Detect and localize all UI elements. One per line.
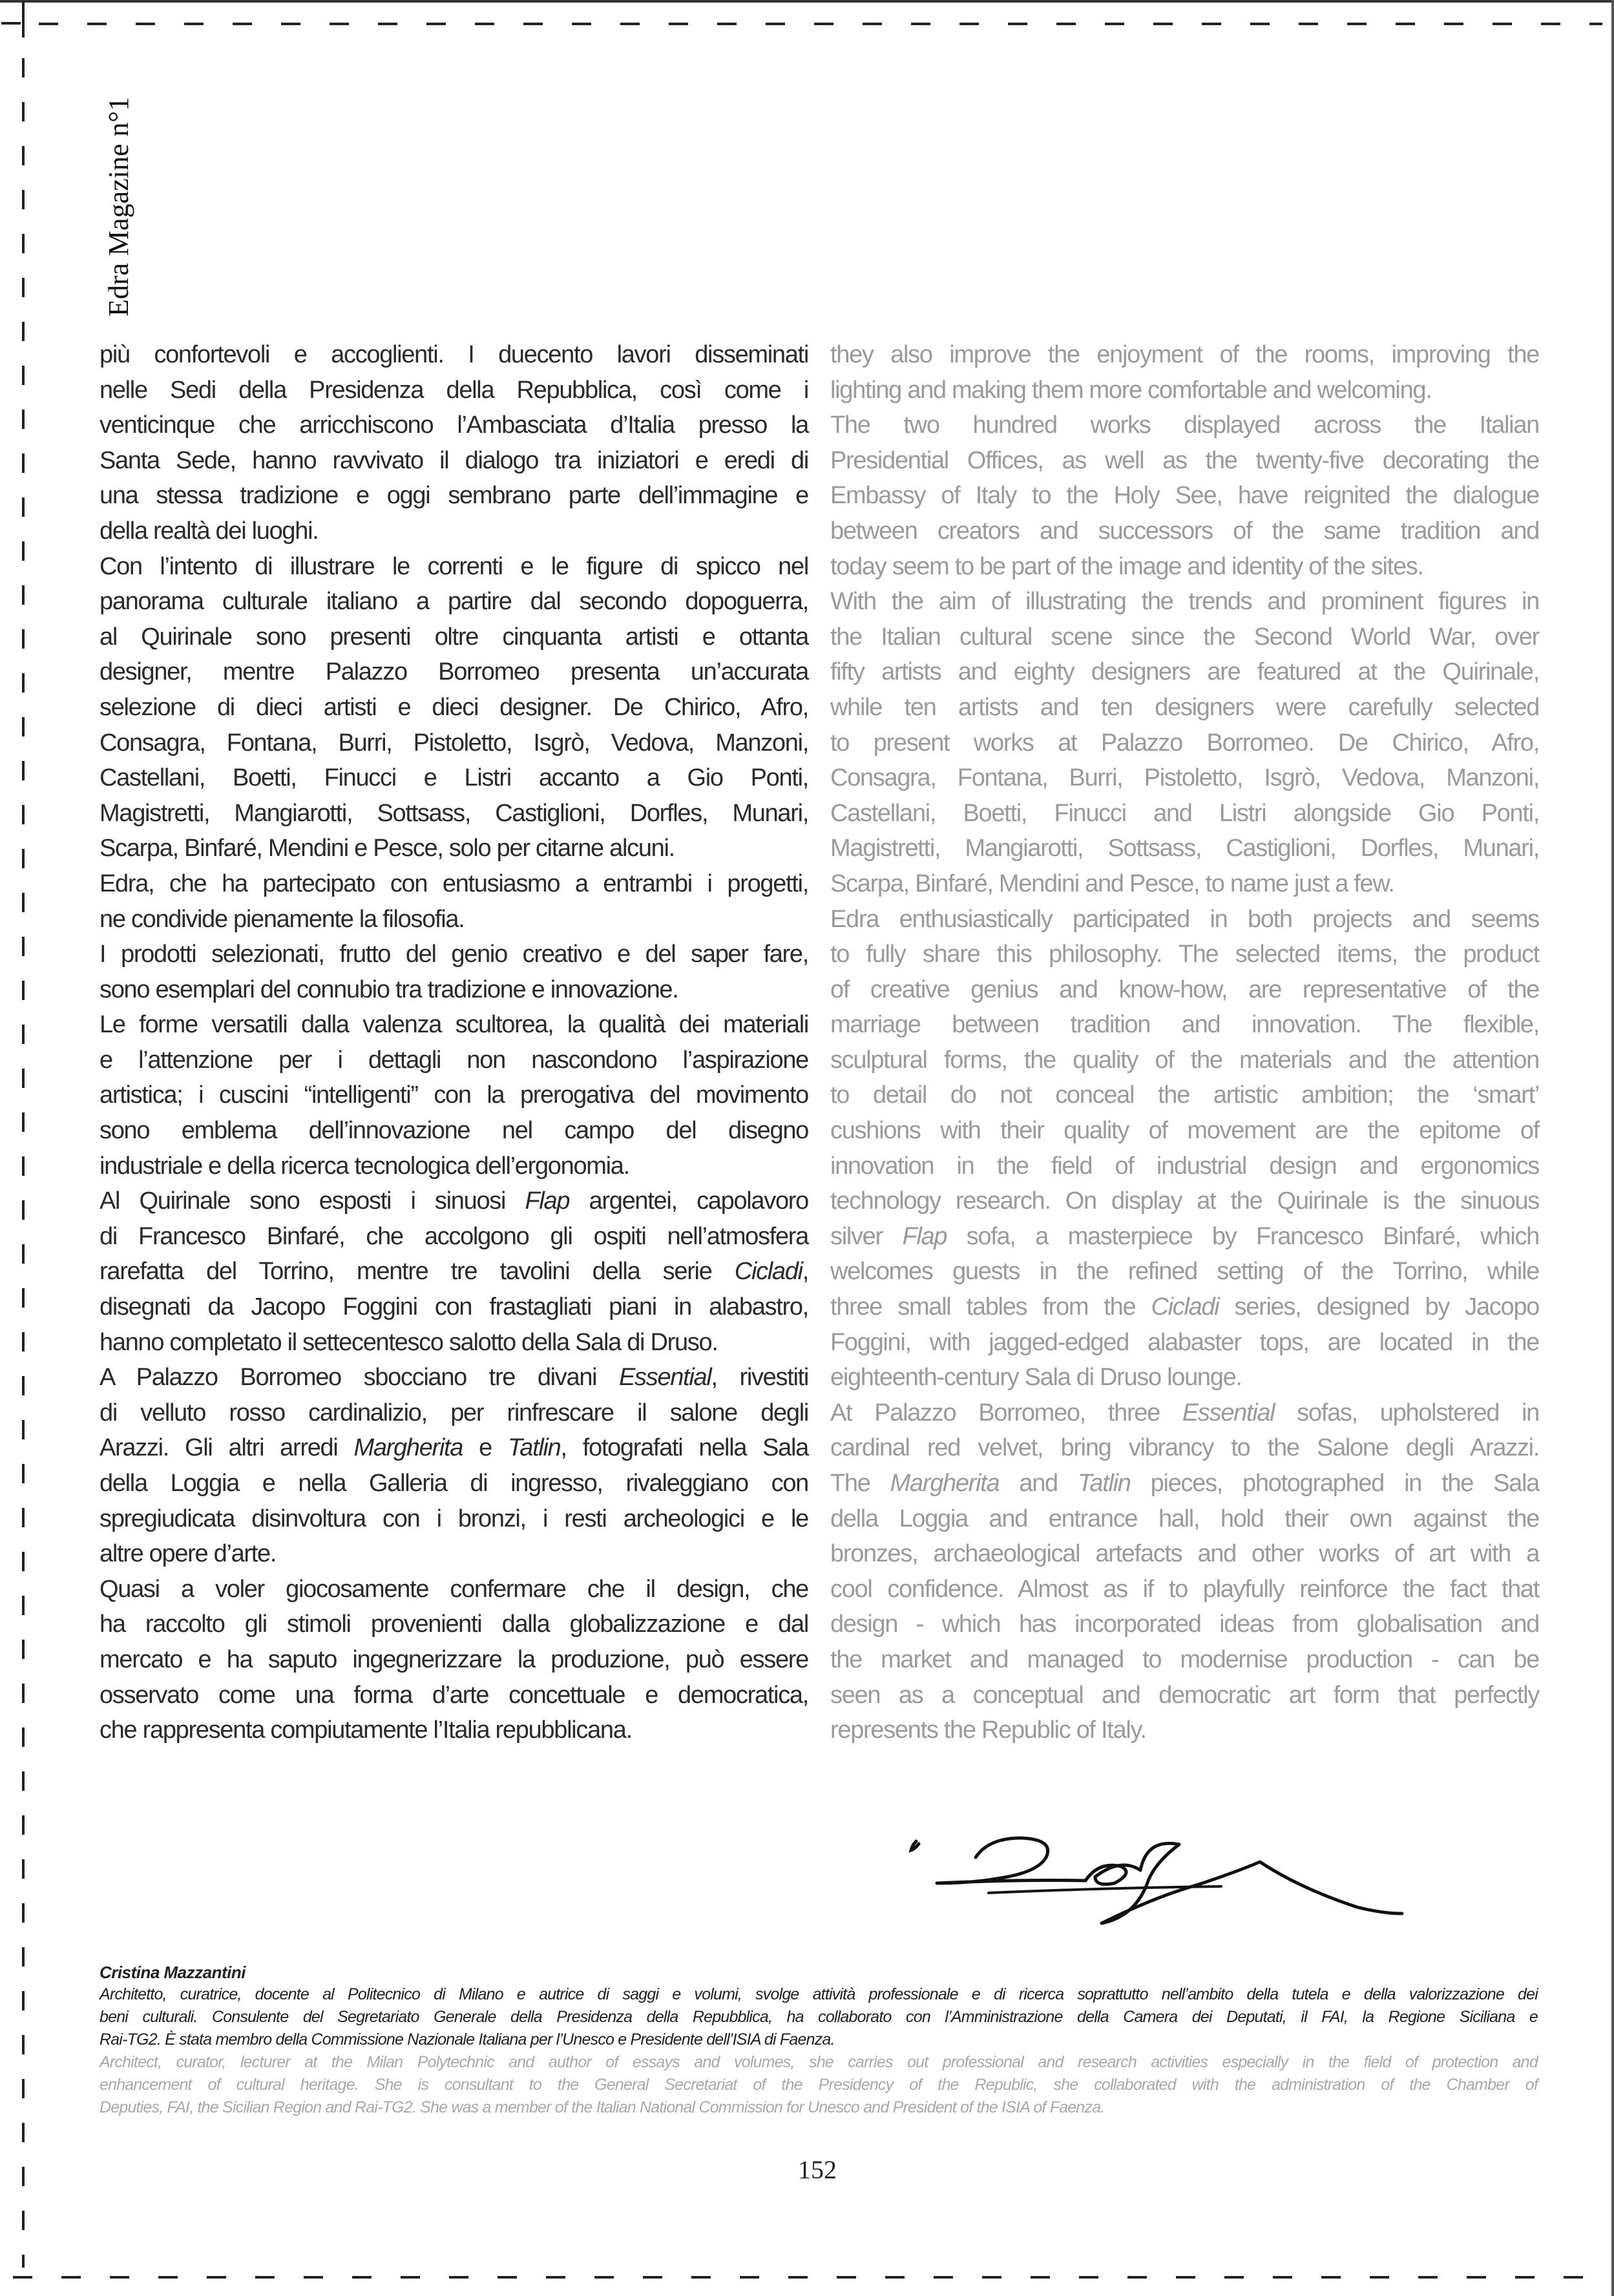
text-line bbox=[830, 796, 1539, 831]
text-segment: Embassy of Italy to the Holy See, have reignited the dialogue bbox=[830, 482, 1539, 510]
text-line bbox=[100, 866, 808, 902]
magazine-title: Edra Magazine n°1 bbox=[103, 96, 134, 317]
text-segment: Consagra, Fontana, Burri, Pistoletto, Isgrò, Vedova, Manzoni, bbox=[830, 764, 1539, 792]
text-segment: cool confidence. Almost as if to playfully reinforce the fact that bbox=[830, 1575, 1539, 1603]
text-line bbox=[100, 443, 808, 479]
text-segment: Magistretti, Mangiarotti, Sottsass, Castiglioni, Dorfles, Munari, bbox=[100, 799, 808, 827]
page-number: 152 bbox=[798, 2155, 837, 2184]
text-line bbox=[100, 902, 808, 937]
text-segment: bronzes, archaeological artefacts and other works of art with a bbox=[830, 1540, 1539, 1568]
text-segment: sofas, upholstered in bbox=[1274, 1399, 1539, 1426]
text-line bbox=[830, 1113, 1539, 1149]
text-line bbox=[100, 1607, 808, 1642]
text-segment: welcomes guests in the refined setting of the Torrino, while bbox=[830, 1258, 1539, 1286]
text-segment: una stessa tradizione e oggi sembrano parte dell’immagine e bbox=[100, 482, 808, 510]
text-line bbox=[100, 1254, 808, 1289]
text-line bbox=[830, 690, 1539, 725]
english-text-column bbox=[830, 337, 1539, 1748]
bio-italian-line: Architetto, curatrice, docente al Politecnico di Milano e autrice di saggi e volumi, svolge attività professionale e di ricerca soprattutto nell’ambito della tutela e della valorizzazione dei bbox=[100, 1985, 1538, 2003]
italic-product-name: Essential bbox=[619, 1364, 711, 1392]
text-line bbox=[100, 1325, 808, 1361]
text-line bbox=[100, 937, 808, 972]
text-segment: to fully share this philosophy. The selected items, the product bbox=[830, 941, 1539, 968]
text-segment: artistica; i cuscini “intelligenti” con la prerogativa del movimento bbox=[100, 1081, 808, 1109]
text-line bbox=[830, 373, 1539, 408]
text-segment: Foggini, with jagged-edged alabaster tops, are located in the bbox=[830, 1328, 1539, 1356]
text-line bbox=[830, 1430, 1539, 1466]
text-line bbox=[100, 831, 808, 866]
text-line bbox=[830, 1572, 1539, 1607]
text-line bbox=[830, 620, 1539, 655]
text-segment: cardinal red velvet, bring vibrancy to the Salone degli Arazzi. bbox=[830, 1434, 1539, 1462]
text-line bbox=[100, 1007, 808, 1043]
text-line bbox=[100, 1713, 808, 1748]
text-segment: to present works at Palazzo Borromeo. De Chirico, Afro, bbox=[830, 729, 1539, 757]
text-segment: di Francesco Binfaré, che accolgono gli ospiti nell’atmosfera bbox=[100, 1222, 808, 1250]
text-line bbox=[830, 1536, 1539, 1572]
text-line bbox=[100, 760, 808, 796]
text-segment: cushions with their quality of movement are the epitome of bbox=[830, 1117, 1539, 1145]
text-line bbox=[830, 1360, 1539, 1395]
italic-product-name: Cicladi bbox=[734, 1258, 802, 1286]
text-segment: At Palazzo Borromeo, three bbox=[830, 1399, 1182, 1426]
text-line bbox=[830, 1043, 1539, 1078]
text-segment: seen as a conceptual and democratic art form that perfectly bbox=[830, 1681, 1539, 1709]
text-line bbox=[830, 1678, 1539, 1713]
text-line bbox=[100, 972, 808, 1008]
text-segment: Consagra, Fontana, Burri, Pistoletto, Isgrò, Vedova, Manzoni, bbox=[100, 729, 808, 757]
crop-mark bbox=[22, 1, 25, 37]
text-segment: series, designed by Jacopo bbox=[1219, 1293, 1539, 1321]
bio-english-line: enhancement of cultural heritage. She is consultant to the General Secretariat of the Presidency of the Republic, she collaborated with the administration of the Chamber of bbox=[100, 2076, 1538, 2094]
text-segment: sofa, a masterpiece by Francesco Binfaré, which bbox=[947, 1222, 1539, 1250]
text-segment: of creative genius and know-how, are representative of the bbox=[830, 976, 1539, 1003]
text-line bbox=[830, 1149, 1539, 1184]
text-line bbox=[830, 1078, 1539, 1113]
text-segment: The bbox=[830, 1470, 890, 1497]
text-line bbox=[830, 584, 1539, 620]
text-line bbox=[830, 443, 1539, 479]
text-segment: industriale e della ricerca tecnologica dell’ergonomia. bbox=[100, 1152, 629, 1180]
text-line bbox=[830, 1184, 1539, 1219]
text-segment: , bbox=[802, 1258, 808, 1286]
text-line bbox=[100, 1043, 808, 1078]
text-segment: Al Quirinale sono esposti i sinuosi bbox=[100, 1187, 525, 1215]
text-line bbox=[100, 1642, 808, 1678]
text-segment: eighteenth-century Sala di Druso lounge. bbox=[830, 1364, 1242, 1392]
text-line bbox=[100, 725, 808, 761]
text-segment: di velluto rosso cardinalizio, per rinfrescare il salone degli bbox=[100, 1399, 808, 1426]
text-line bbox=[100, 1184, 808, 1219]
text-segment: to detail do not conceal the artistic ambition; the ‘smart’ bbox=[830, 1081, 1539, 1109]
author-signature bbox=[898, 1796, 1467, 1925]
text-line bbox=[100, 1501, 808, 1537]
text-segment: al Quirinale sono presenti oltre cinquanta artisti e ottanta bbox=[100, 623, 808, 651]
text-segment: Presidential Offices, as well as the twenty-five decorating the bbox=[830, 446, 1539, 474]
text-segment: while ten artists and ten designers were carefully selected bbox=[830, 693, 1539, 721]
text-segment: and bbox=[999, 1470, 1078, 1497]
text-line bbox=[100, 1360, 808, 1395]
italic-product-name: Flap bbox=[525, 1187, 570, 1215]
italic-product-name: Essential bbox=[1182, 1399, 1275, 1426]
text-segment: The two hundred works displayed across the Italian bbox=[830, 412, 1539, 439]
text-line bbox=[100, 620, 808, 655]
text-line bbox=[830, 1325, 1539, 1361]
text-segment: panorama culturale italiano a partire dal secondo dopoguerra, bbox=[100, 588, 808, 616]
italian-text-column bbox=[100, 337, 808, 1748]
text-line bbox=[830, 1395, 1539, 1431]
text-segment: three small tables from the bbox=[830, 1293, 1151, 1321]
text-line bbox=[830, 1713, 1539, 1748]
text-line bbox=[830, 1501, 1539, 1537]
author-bio bbox=[100, 1961, 1538, 2119]
text-segment: lighting and making them more comfortable and welcoming. bbox=[830, 376, 1432, 404]
text-segment: , fotografati nella Sala bbox=[560, 1434, 808, 1462]
text-line bbox=[830, 478, 1539, 514]
text-line bbox=[100, 1149, 808, 1184]
text-line bbox=[830, 866, 1539, 902]
text-line bbox=[100, 1572, 808, 1607]
text-segment: Scarpa, Binfaré, Mendini e Pesce, solo per citarne alcuni. bbox=[100, 835, 675, 862]
text-segment: ne condivide pienamente la filosofia. bbox=[100, 905, 465, 933]
text-line bbox=[100, 478, 808, 514]
text-line bbox=[100, 654, 808, 690]
text-line bbox=[100, 1536, 808, 1572]
text-line bbox=[100, 1678, 808, 1713]
crop-dashes-top bbox=[39, 23, 1602, 25]
text-segment: della Loggia e nella Galleria di ingresso, rivaleggiano con bbox=[100, 1470, 808, 1497]
text-line bbox=[830, 760, 1539, 796]
text-line bbox=[830, 654, 1539, 690]
text-line bbox=[830, 1289, 1539, 1325]
text-line bbox=[830, 1219, 1539, 1255]
text-line bbox=[100, 1113, 808, 1149]
bio-italian-line: Rai-TG2. È stata membro della Commissione Nazionale Italiana per l’Unesco e Presidente dell’ISIA di Faenza. bbox=[100, 2030, 835, 2049]
text-line bbox=[100, 690, 808, 725]
text-line bbox=[100, 1078, 808, 1113]
text-segment: della Loggia and entrance hall, hold their own against the bbox=[830, 1505, 1539, 1532]
text-segment: A Palazzo Borromeo sbocciano tre divani bbox=[100, 1364, 620, 1392]
text-segment: between creators and successors of the same tradition and bbox=[830, 517, 1539, 545]
text-segment: fifty artists and eighty designers are featured at the Quirinale, bbox=[830, 658, 1539, 686]
text-line bbox=[100, 408, 808, 443]
text-segment: venticinque che arricchiscono l’Ambasciata d’Italia presso la bbox=[100, 412, 808, 439]
text-line bbox=[830, 1607, 1539, 1642]
text-segment: Le forme versatili dalla valenza scultorea, la qualità dei materiali bbox=[100, 1011, 808, 1039]
text-line bbox=[100, 1430, 808, 1466]
text-segment: Scarpa, Binfaré, Mendini and Pesce, to name just a few. bbox=[830, 870, 1394, 897]
bio-english-line: Architect, curator, lecturer at the Milan Polytechnic and author of essays and volumes, she carries out professional and research activities especially in the field of protection and bbox=[100, 2053, 1538, 2071]
text-segment: selezione di dieci artisti e dieci designer. De Chirico, Afro, bbox=[100, 693, 808, 721]
text-line bbox=[830, 1254, 1539, 1289]
text-segment: marriage between tradition and innovation. The flexible, bbox=[830, 1011, 1539, 1039]
text-line bbox=[100, 1219, 808, 1255]
text-line bbox=[100, 796, 808, 831]
text-line bbox=[830, 902, 1539, 937]
text-segment: today seem to be part of the image and identity of the sites. bbox=[830, 552, 1423, 580]
text-segment: e l’attenzione per i dettagli non nascondono l’aspirazione bbox=[100, 1046, 808, 1074]
text-segment: altre opere d’arte. bbox=[100, 1540, 277, 1568]
text-segment: nelle Sedi della Presidenza della Repubblica, così come i bbox=[100, 376, 808, 404]
text-segment: the Italian cultural scene since the Second World War, over bbox=[830, 623, 1539, 651]
italic-product-name: Flap bbox=[902, 1222, 947, 1250]
text-segment: Magistretti, Mangiarotti, Sottsass, Castiglioni, Dorfles, Munari, bbox=[830, 835, 1539, 862]
text-line bbox=[830, 337, 1539, 373]
text-segment: della realtà dei luoghi. bbox=[100, 517, 319, 545]
text-line bbox=[100, 1289, 808, 1325]
text-segment: represents the Republic of Italy. bbox=[830, 1717, 1146, 1744]
text-segment: they also improve the enjoyment of the rooms, improving the bbox=[830, 341, 1539, 368]
text-segment: disegnati da Jacopo Foggini con frastagliati piani in alabastro, bbox=[100, 1293, 808, 1321]
text-segment: Castellani, Boetti, Finucci e Listri accanto a Gio Ponti, bbox=[100, 764, 808, 792]
text-line bbox=[830, 831, 1539, 866]
bio-italian-line: beni culturali. Consulente del Segretariato Generale della Presidenza della Repubblica, ha collaborato con l’Amministrazione della Camera dei Deputati, il FAI, la Regione Siciliana e bbox=[100, 2008, 1538, 2026]
text-segment: With the aim of illustrating the trends and prominent figures in bbox=[830, 588, 1539, 616]
text-segment: I prodotti selezionati, frutto del genio creativo e del saper fare, bbox=[100, 941, 808, 968]
text-line bbox=[830, 1007, 1539, 1043]
italic-product-name: Margherita bbox=[353, 1434, 463, 1462]
text-segment: Quasi a voler giocosamente confermare che il design, che bbox=[100, 1575, 808, 1603]
page-frame-right bbox=[1611, 0, 1614, 2296]
crop-dashes-left bbox=[22, 58, 25, 2268]
bio-english-line: Deputies, FAI, the Sicilian Region and Rai-TG2. She was a member of the Italian National Commission for Unesco and President of the ISIA of Faenza. bbox=[100, 2098, 1105, 2116]
text-line bbox=[100, 514, 808, 549]
text-segment: innovation in the field of industrial design and ergonomics bbox=[830, 1152, 1539, 1180]
text-line bbox=[100, 337, 808, 373]
text-segment: Arazzi. Gli altri arredi bbox=[100, 1434, 354, 1462]
text-segment: e bbox=[463, 1434, 508, 1462]
text-segment: che rappresenta compiutamente l’Italia repubblicana. bbox=[100, 1717, 632, 1744]
text-segment: ha raccolto gli stimoli provenienti dalla globalizzazione e dal bbox=[100, 1611, 808, 1638]
text-segment: design - which has incorporated ideas from globalisation and bbox=[830, 1611, 1539, 1638]
crop-mark bbox=[1, 22, 21, 25]
text-segment: Santa Sede, hanno ravvivato il dialogo tra iniziatori e eredi di bbox=[100, 446, 808, 474]
text-segment: osservato come una forma d’arte concettuale e democratica, bbox=[100, 1681, 808, 1709]
text-segment: sculptural forms, the quality of the materials and the attention bbox=[830, 1046, 1539, 1074]
text-line bbox=[830, 514, 1539, 549]
italic-product-name: Margherita bbox=[890, 1470, 1000, 1497]
crop-dashes-bottom bbox=[13, 2276, 1602, 2279]
text-line bbox=[830, 1466, 1539, 1501]
text-segment: più confortevoli e accoglienti. I duecento lavori disseminati bbox=[100, 341, 808, 368]
text-segment: designer, mentre Palazzo Borromeo presenta un’accurata bbox=[100, 658, 808, 686]
text-line bbox=[100, 584, 808, 620]
text-line bbox=[830, 549, 1539, 585]
author-name: Cristina Mazzantini bbox=[100, 1963, 246, 1982]
text-segment: rarefatta del Torrino, mentre tre tavolini della serie bbox=[100, 1258, 735, 1286]
text-line bbox=[830, 1642, 1539, 1678]
text-segment: , rivestiti bbox=[711, 1364, 809, 1392]
text-line bbox=[830, 937, 1539, 972]
text-line bbox=[100, 373, 808, 408]
page-frame-top bbox=[0, 0, 1614, 3]
text-segment: Edra, che ha partecipato con entusiasmo a entrambi i progetti, bbox=[100, 870, 808, 897]
text-segment: spregiudicata disinvoltura con i bronzi, i resti archeologici e le bbox=[100, 1505, 808, 1532]
text-line bbox=[830, 972, 1539, 1008]
text-segment: the market and managed to modernise production - can be bbox=[830, 1645, 1539, 1673]
text-segment: silver bbox=[830, 1222, 903, 1250]
text-segment: technology research. On display at the Quirinale is the sinuous bbox=[830, 1187, 1539, 1215]
text-segment: Con l’intento di illustrare le correnti e le figure di spicco nel bbox=[100, 552, 808, 580]
text-segment: pieces, photographed in the Sala bbox=[1130, 1470, 1539, 1497]
text-line bbox=[830, 408, 1539, 443]
text-segment: sono esemplari del connubio tra tradizione e innovazione. bbox=[100, 976, 678, 1003]
text-line bbox=[100, 1466, 808, 1501]
text-segment: sono emblema dell’innovazione nel campo del disegno bbox=[100, 1117, 808, 1145]
italic-product-name: Cicladi bbox=[1151, 1293, 1219, 1321]
text-line bbox=[100, 549, 808, 585]
text-segment: argentei, capolavoro bbox=[569, 1187, 808, 1215]
text-line bbox=[100, 1395, 808, 1431]
text-segment: hanno completato il settecentesco salotto della Sala di Druso. bbox=[100, 1328, 718, 1356]
text-segment: mercato e ha saputo ingegnerizzare la produzione, può essere bbox=[100, 1645, 808, 1673]
italic-product-name: Tatlin bbox=[1077, 1470, 1131, 1497]
text-line bbox=[830, 725, 1539, 761]
italic-product-name: Tatlin bbox=[507, 1434, 561, 1462]
text-segment: Castellani, Boetti, Finucci and Listri alongside Gio Ponti, bbox=[830, 799, 1539, 827]
text-segment: Edra enthusiastically participated in both projects and seems bbox=[830, 905, 1539, 933]
